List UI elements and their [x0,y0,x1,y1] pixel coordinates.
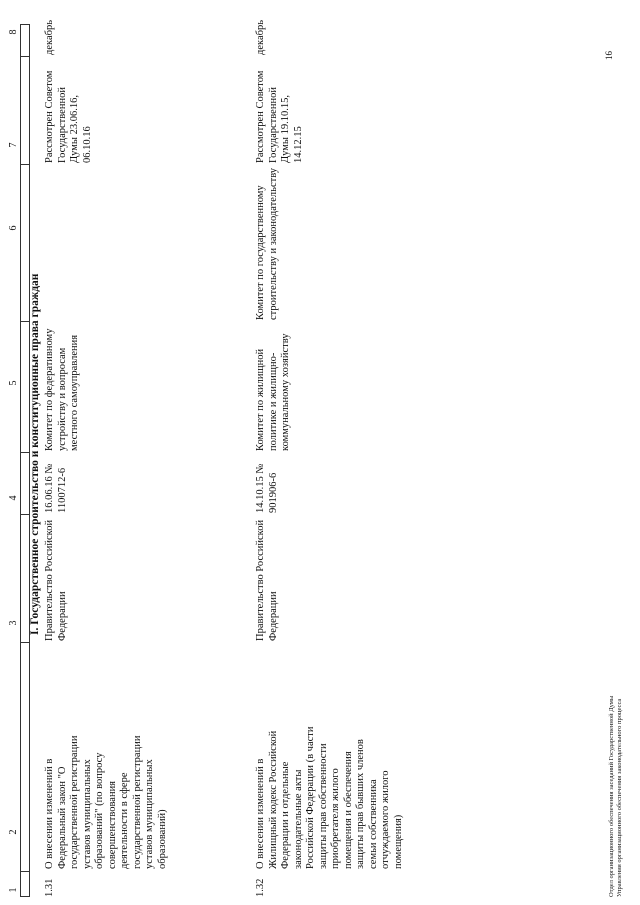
bill-period: декабрь [44,20,55,55]
col-border [20,514,29,515]
col-border [20,164,29,165]
col-border [20,56,29,57]
col-number-6: 6 [8,225,19,231]
bill-status: Рассмотрен Советом Государственной Думы 23.06.16, 06.10.16 [44,70,93,163]
col-number-4: 4 [8,495,19,501]
col-border [20,321,29,322]
bill-date-number: 14.10.15 № 901906-6 [255,463,279,513]
col-border [20,452,29,453]
col-border [20,24,29,25]
bill-date-number: 16.06.16 № 1100712-6 [44,463,68,513]
col-border [20,871,29,872]
bill-committee: Комитет по жилищной политике и жилищно-коммунальному хозяйству [255,333,291,451]
row-number: 1.31 [44,878,55,897]
bill-status: Рассмотрен Советом Государственной Думы 19.10.15, 14.12.15 [255,70,304,163]
col-number-7: 7 [8,142,19,148]
col-number-2: 2 [8,829,19,835]
bill-committee: Комитет по федеративному устройству и вопросам местного самоуправления [44,328,80,451]
col-number-5: 5 [8,380,19,386]
footer-line-1: Отдел организационного обеспечения заседаний Государственной Думы [608,695,615,897]
bill-title: О внесении изменений в Федеральный закон "О государственной регистрации уставов муниципальных образований" (по вопросу совершенствования деятельности в сфере государственной регистрации уставов муниципальных образований) [44,735,168,869]
section-title: I. Государственное строительство и конституционные права граждан [29,273,41,635]
col-border [20,896,29,897]
table-top-line [20,24,21,897]
row-number: 1.32 [255,878,266,897]
col-border [20,642,29,643]
col-number-8: 8 [8,29,19,35]
page-number: 16 [604,51,614,60]
col-number-1: 1 [8,887,19,893]
col-number-3: 3 [8,620,19,626]
bill-title: О внесении изменений в Жилищный кодекс Российской Федерации и отдельные законодательные акты Российской Федерации (в части защиты прав собственности приобретателя жилого помещения и обеспечения защиты прав бывших членов семьи собственника отчуждаемого жилого помещения) [255,726,404,869]
footer-line-2: Управления организационного обеспечения законодательного процесса [616,698,623,897]
bill-initiator: Правительство Российской Федерации [255,519,279,641]
bill-period: декабрь [255,20,266,55]
bill-initiator: Правительство Российской Федерации [44,519,68,641]
page-footer [608,537,624,897]
bill-co-committee: Комитет по государственному строительству и законодательству [255,167,279,320]
